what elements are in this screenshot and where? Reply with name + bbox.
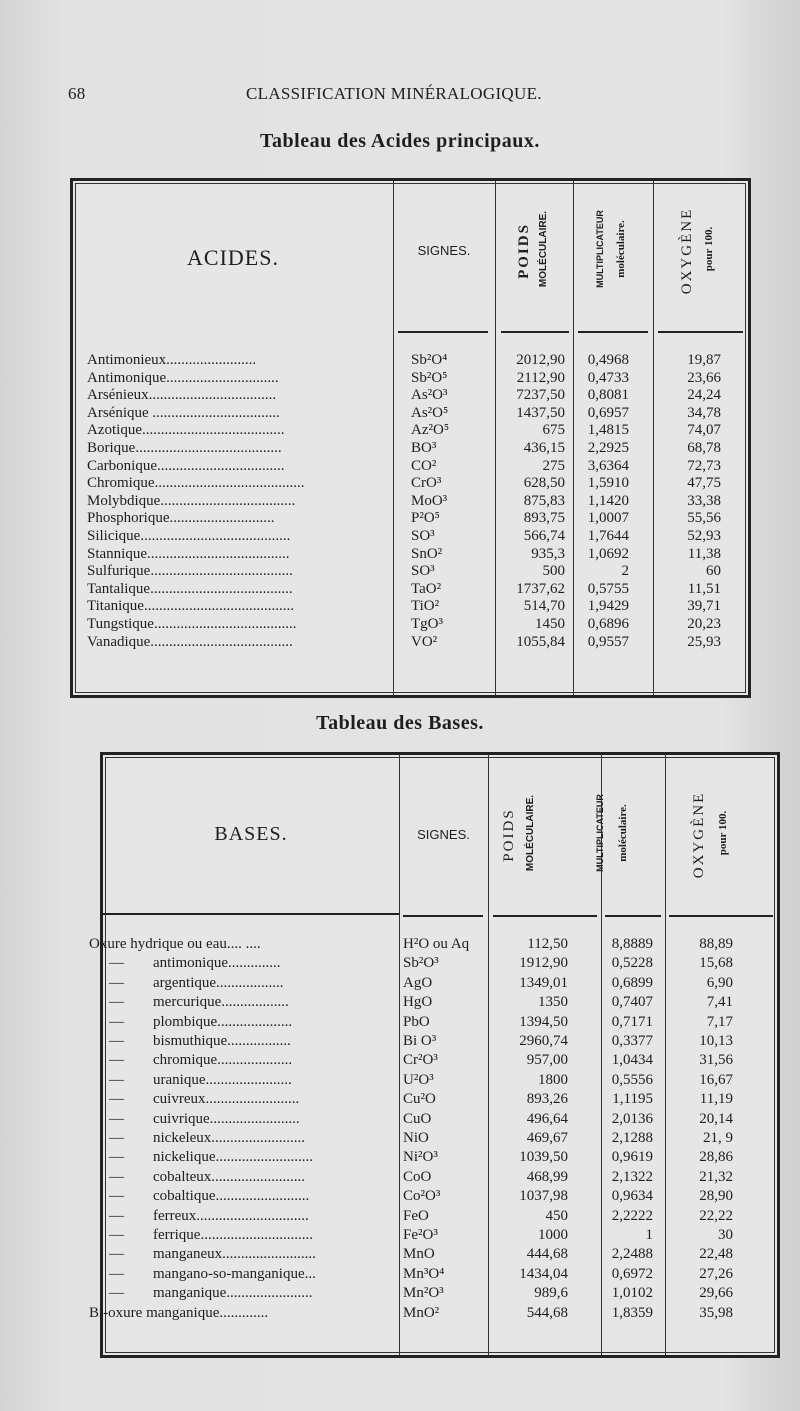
base-dash: — <box>109 1071 124 1088</box>
base-name: ferreux.............................. <box>153 1207 309 1224</box>
table-row <box>73 562 748 580</box>
header-rule <box>501 331 569 333</box>
base-poids: 1000 <box>538 1227 568 1243</box>
base-name: cobaltique......................... <box>153 1188 310 1205</box>
header-pour-100: pour 100. <box>703 226 715 272</box>
base-oxygene: 21, 9 <box>703 1130 733 1146</box>
acid-name: Tungstique...................................... <box>87 616 297 632</box>
base-name: Bi-oxure manganique............. <box>89 1304 269 1321</box>
acid-poids: 628,50 <box>523 475 565 492</box>
acid-sign: Sb²O⁵ <box>411 369 448 386</box>
table-row <box>103 1245 777 1263</box>
acid-name: Arsénieux.................................. <box>87 387 277 404</box>
base-sign: FeO <box>403 1207 429 1224</box>
acid-sign: MoO³ <box>411 492 448 509</box>
acid-oxygene: 55,56 <box>687 510 721 527</box>
bases-table-title: Tableau des Bases. <box>316 712 484 734</box>
base-poids: 450 <box>545 1207 568 1224</box>
base-mult: 0,7407 <box>611 994 653 1011</box>
table-row <box>103 1207 777 1225</box>
base-oxygene: 22,22 <box>699 1207 733 1224</box>
table-row <box>73 545 748 563</box>
table-row <box>103 993 777 1011</box>
table-row <box>73 492 748 510</box>
base-sign: NiO <box>403 1130 429 1146</box>
acid-oxygene: 52,93 <box>687 528 721 544</box>
header-rule <box>605 915 661 917</box>
table-row <box>73 527 748 545</box>
base-mult: 2,0136 <box>611 1110 653 1127</box>
header-rule <box>658 331 743 333</box>
base-mult: 8,8889 <box>611 936 653 952</box>
acid-poids: 7237,50 <box>516 387 565 404</box>
acid-mult: 1,5910 <box>587 475 629 492</box>
acid-poids: 675 <box>542 422 565 439</box>
header-mult-moleculaire: moléculaire. <box>617 804 629 862</box>
acid-name: Molybdique.................................... <box>87 492 296 509</box>
base-mult: 0,6972 <box>611 1265 653 1282</box>
base-poids: 444,68 <box>526 1246 568 1263</box>
base-name: cuivrique........................ <box>153 1110 300 1127</box>
acid-mult: 2 <box>621 563 629 580</box>
base-dash: — <box>109 1033 124 1049</box>
base-poids: 989,6 <box>534 1285 568 1302</box>
base-dash: — <box>109 974 124 991</box>
base-dash: — <box>109 1110 124 1127</box>
acid-poids: 893,75 <box>523 510 565 527</box>
base-dash: — <box>109 1091 124 1108</box>
acid-sign: As²O³ <box>411 387 448 404</box>
header-rule <box>403 915 483 917</box>
acid-mult: 0,6896 <box>587 616 629 632</box>
header-rule <box>103 913 399 915</box>
base-sign: Co²O³ <box>403 1188 441 1205</box>
table-row <box>103 974 777 992</box>
acid-mult: 3,6364 <box>587 457 629 474</box>
acid-mult: 1,7644 <box>587 528 629 544</box>
base-sign: CoO <box>403 1168 432 1185</box>
base-oxygene: 21,32 <box>699 1168 733 1185</box>
acid-poids: 1055,84 <box>516 633 565 650</box>
base-mult: 2,1288 <box>611 1130 653 1146</box>
base-oxygene: 27,26 <box>699 1265 733 1282</box>
acid-sign: Sb²O⁴ <box>411 352 448 368</box>
acid-name: Antimonieux........................ <box>87 352 257 368</box>
acid-poids: 436,15 <box>523 440 565 456</box>
acid-mult: 0,4733 <box>587 369 629 386</box>
acid-oxygene: 74,07 <box>687 422 721 439</box>
header-oxygene: OXYGÈNE <box>691 791 707 879</box>
base-sign: CuO <box>403 1110 432 1127</box>
acid-poids: 566,74 <box>523 528 565 544</box>
acid-name: Silicique........................................ <box>87 528 291 544</box>
base-mult: 1,0102 <box>611 1285 653 1302</box>
base-sign: H²O ou Aq <box>403 936 470 952</box>
table-row <box>73 474 748 492</box>
base-name: Oxure hydrique ou eau.... .... <box>89 936 261 952</box>
table-row <box>103 1071 777 1089</box>
table-row <box>103 1187 777 1205</box>
acid-poids: 1737,62 <box>516 580 565 597</box>
header-signes: SIGNES. <box>417 243 471 258</box>
acid-sign: P²O⁵ <box>411 510 440 527</box>
base-dash: — <box>109 1246 124 1263</box>
acid-sign: CrO³ <box>411 475 442 492</box>
acid-mult: 1,9429 <box>587 598 629 615</box>
base-oxygene: 15,68 <box>699 955 733 972</box>
header-acides: ACIDES. <box>187 245 279 270</box>
base-sign: MnO² <box>403 1304 440 1321</box>
base-poids: 1394,50 <box>519 1013 568 1030</box>
acid-name: Phosphorique............................ <box>87 510 275 527</box>
acid-oxygene: 11,51 <box>687 580 721 597</box>
base-poids: 1039,50 <box>519 1149 568 1166</box>
acid-sign: SnO² <box>411 545 443 562</box>
base-name: manganique....................... <box>153 1285 313 1302</box>
base-poids: 1912,90 <box>519 955 568 972</box>
header-rule <box>398 331 488 333</box>
table-row <box>103 1110 777 1128</box>
base-name: uranique....................... <box>153 1071 292 1088</box>
acid-name: Borique....................................... <box>87 440 282 456</box>
table-row <box>73 509 748 527</box>
base-poids: 1434,04 <box>519 1265 568 1282</box>
acid-name: Sulfurique...................................... <box>87 563 293 580</box>
table-row <box>73 351 748 369</box>
acid-poids: 1450 <box>535 616 565 632</box>
acid-poids: 514,70 <box>523 598 565 615</box>
base-oxygene: 30 <box>718 1227 733 1243</box>
base-poids: 112,50 <box>527 936 568 952</box>
acid-sign: BO³ <box>411 440 437 456</box>
base-oxygene: 28,90 <box>699 1188 733 1205</box>
acid-oxygene: 20,23 <box>687 616 721 632</box>
table-row <box>73 580 748 598</box>
header-signes: SIGNES. <box>417 827 470 842</box>
table-row <box>103 1090 777 1108</box>
acid-name: Tantalique...................................... <box>87 580 293 597</box>
acid-oxygene: 24,24 <box>687 387 721 404</box>
base-oxygene: 6,90 <box>706 974 733 991</box>
base-mult: 1,8359 <box>611 1304 653 1321</box>
base-name: nickelique.......................... <box>153 1149 313 1166</box>
acid-sign: TaO² <box>411 580 442 597</box>
acid-oxygene: 23,66 <box>687 369 721 386</box>
base-mult: 0,6899 <box>611 974 653 991</box>
base-dash: — <box>109 1013 124 1030</box>
base-dash: — <box>109 994 124 1011</box>
base-sign: Mn³O⁴ <box>403 1265 445 1282</box>
table-row <box>89 1304 777 1322</box>
acid-poids: 875,83 <box>523 492 565 509</box>
base-dash: — <box>109 1052 124 1069</box>
acid-sign: CO² <box>411 457 437 474</box>
acid-name: Antimonique.............................. <box>87 369 279 386</box>
base-sign: U²O³ <box>403 1071 434 1088</box>
base-sign: Sb²O³ <box>403 955 439 972</box>
acides-table-title: Tableau des Acides principaux. <box>260 130 540 152</box>
base-poids: 957,00 <box>526 1052 568 1069</box>
acid-poids: 1437,50 <box>516 404 565 421</box>
base-oxygene: 29,66 <box>699 1285 733 1302</box>
base-sign: Bi O³ <box>403 1033 437 1049</box>
base-name: nickeleux......................... <box>153 1130 306 1146</box>
base-name: antimonique.............. <box>153 955 281 972</box>
table-row <box>73 369 748 387</box>
base-oxygene: 16,67 <box>699 1071 733 1088</box>
base-dash: — <box>109 1265 124 1282</box>
table-row <box>103 1284 777 1302</box>
base-poids: 544,68 <box>526 1304 568 1321</box>
acid-mult: 0,6957 <box>587 404 629 421</box>
base-oxygene: 28,86 <box>699 1149 733 1166</box>
base-sign: Mn²O³ <box>403 1285 444 1302</box>
table-row <box>103 1129 777 1147</box>
base-oxygene: 22,48 <box>699 1246 733 1263</box>
base-mult: 0,5228 <box>611 955 653 972</box>
table-row <box>73 439 748 457</box>
table-row <box>103 1032 777 1050</box>
base-name: mangano-so-manganique... <box>153 1265 316 1282</box>
acid-name: Vanadique...................................... <box>87 633 293 650</box>
base-name: plombique.................... <box>153 1013 293 1030</box>
base-mult: 0,5556 <box>611 1071 653 1088</box>
running-title: CLASSIFICATION MINÉRALOGIQUE. <box>246 84 542 103</box>
base-sign: HgO <box>403 994 433 1011</box>
acid-name: Stannique...................................... <box>87 545 290 562</box>
acid-mult: 1,0692 <box>587 545 629 562</box>
table-row <box>103 1226 777 1244</box>
table-row <box>103 1148 777 1166</box>
base-poids: 2960,74 <box>519 1033 568 1049</box>
acides-table <box>70 178 751 698</box>
acid-sign: SO³ <box>411 563 435 580</box>
table-row <box>73 633 748 651</box>
base-name: mercurique.................. <box>153 994 289 1011</box>
base-oxygene: 7,41 <box>706 994 733 1011</box>
acid-oxygene: 47,75 <box>687 475 721 492</box>
acid-poids: 2112,90 <box>516 369 565 386</box>
acid-mult: 0,5755 <box>587 580 629 597</box>
header-moleculaire: MOLÉCULAIRE. <box>525 794 536 872</box>
base-sign: Ni²O³ <box>403 1149 438 1166</box>
base-sign: AgO <box>403 974 433 991</box>
base-oxygene: 7,17 <box>706 1013 733 1030</box>
table-row <box>103 1265 777 1283</box>
acid-sign: VO² <box>411 633 438 650</box>
table-row <box>103 954 777 972</box>
base-dash: — <box>109 955 124 972</box>
base-sign: Cu²O <box>403 1091 436 1108</box>
base-mult: 0,7171 <box>611 1013 653 1030</box>
acid-poids: 2012,90 <box>516 352 565 368</box>
base-mult: 2,2488 <box>611 1246 653 1263</box>
base-mult: 1,1195 <box>612 1091 653 1108</box>
acid-oxygene: 72,73 <box>687 457 721 474</box>
base-mult: 0,9634 <box>611 1188 653 1205</box>
base-dash: — <box>109 1227 124 1243</box>
acid-oxygene: 68,78 <box>687 440 721 456</box>
base-name: ferrique.............................. <box>153 1227 313 1243</box>
acid-poids: 935,3 <box>531 545 565 562</box>
base-name: manganeux......................... <box>153 1246 316 1263</box>
base-dash: — <box>109 1188 124 1205</box>
base-poids: 1037,98 <box>519 1188 568 1205</box>
acid-mult: 1,0007 <box>587 510 629 527</box>
base-oxygene: 11,19 <box>699 1091 733 1108</box>
acid-name: Carbonique.................................. <box>87 457 285 474</box>
base-mult: 0,9619 <box>611 1149 653 1166</box>
acid-mult: 1,1420 <box>587 492 629 509</box>
base-poids: 1800 <box>538 1071 568 1088</box>
base-name: cuivreux......................... <box>153 1091 300 1108</box>
base-sign: Cr²O³ <box>403 1052 438 1069</box>
base-mult: 2,2222 <box>611 1207 653 1224</box>
acid-mult: 0,8081 <box>587 387 629 404</box>
table-row <box>73 615 748 633</box>
acid-oxygene: 25,93 <box>687 633 721 650</box>
base-mult: 1,0434 <box>611 1052 653 1069</box>
table-row <box>73 404 748 422</box>
acid-oxygene: 33,38 <box>687 492 721 509</box>
base-name: cobalteux......................... <box>153 1168 306 1185</box>
header-poids: POIDS <box>501 808 517 862</box>
base-oxygene: 20,14 <box>699 1110 733 1127</box>
acid-oxygene: 60 <box>706 563 721 580</box>
acid-name: Arsénique .................................. <box>87 404 280 421</box>
header-multiplicateur: MULTIPLICATEUR <box>595 210 605 288</box>
base-poids: 468,99 <box>526 1168 568 1185</box>
base-sign: MnO <box>403 1246 435 1263</box>
table-row <box>103 1051 777 1069</box>
base-dash: — <box>109 1130 124 1146</box>
base-oxygene: 88,89 <box>699 936 733 952</box>
base-oxygene: 35,98 <box>699 1304 733 1321</box>
header-oxygene: OXYGÈNE <box>679 207 695 295</box>
header-bases: BASES. <box>214 823 288 845</box>
bases-table <box>89 752 780 1358</box>
base-dash: — <box>109 1285 124 1302</box>
base-poids: 893,26 <box>526 1091 568 1108</box>
table-row <box>73 386 748 404</box>
header-rule <box>669 915 773 917</box>
base-dash: — <box>109 1149 124 1166</box>
base-sign: Fe²O³ <box>403 1227 438 1243</box>
acid-poids: 275 <box>542 457 565 474</box>
running-head <box>68 84 740 108</box>
base-name: bismuthique................. <box>153 1033 291 1049</box>
acid-mult: 1,4815 <box>587 422 629 439</box>
acid-name: Titanique........................................ <box>87 598 294 615</box>
base-mult: 0,3377 <box>611 1033 653 1049</box>
header-mult-moleculaire: moléculaire. <box>615 220 627 278</box>
acid-sign: TiO² <box>411 598 440 615</box>
table-row <box>73 597 748 615</box>
acid-name: Chromique........................................ <box>87 475 305 492</box>
acid-name: Azotique...................................... <box>87 422 285 439</box>
base-dash: — <box>109 1168 124 1185</box>
acid-sign: Az²O⁵ <box>411 422 450 439</box>
base-poids: 496,64 <box>526 1110 568 1127</box>
acid-mult: 0,9557 <box>587 633 629 650</box>
acid-oxygene: 19,87 <box>687 352 721 368</box>
acid-oxygene: 39,71 <box>687 598 721 615</box>
acid-oxygene: 34,78 <box>687 404 721 421</box>
base-poids: 1349,01 <box>519 974 568 991</box>
base-oxygene: 31,56 <box>699 1052 733 1069</box>
header-poids: POIDS <box>516 223 532 279</box>
table-row <box>103 1013 777 1031</box>
base-dash: — <box>109 1207 124 1224</box>
table-row <box>73 457 748 475</box>
base-sign: PbO <box>403 1013 430 1030</box>
header-rule <box>578 331 648 333</box>
header-moleculaire: MOLÉCULAIRE. <box>538 210 549 288</box>
acid-oxygene: 11,38 <box>687 545 721 562</box>
acid-mult: 0,4968 <box>587 352 629 368</box>
acid-sign: As²O⁵ <box>411 404 449 421</box>
acid-sign: TgO³ <box>411 616 443 632</box>
base-mult: 2,1322 <box>611 1168 653 1185</box>
base-name: argentique.................. <box>153 974 284 991</box>
acid-poids: 500 <box>542 563 565 580</box>
header-rule <box>493 915 597 917</box>
page-number: 68 <box>68 84 86 103</box>
acid-mult: 2,2925 <box>587 440 629 456</box>
table-row <box>73 421 748 439</box>
base-poids: 1350 <box>538 994 568 1011</box>
header-multiplicateur: MULTIPLICATEUR <box>595 794 605 872</box>
base-oxygene: 10,13 <box>699 1033 733 1049</box>
table-row <box>89 935 777 953</box>
base-mult: 1 <box>645 1227 653 1243</box>
base-name: chromique.................... <box>153 1052 293 1069</box>
header-pour-100: pour 100. <box>717 810 729 856</box>
base-poids: 469,67 <box>526 1130 568 1146</box>
table-row <box>103 1168 777 1186</box>
acid-sign: SO³ <box>411 528 435 544</box>
